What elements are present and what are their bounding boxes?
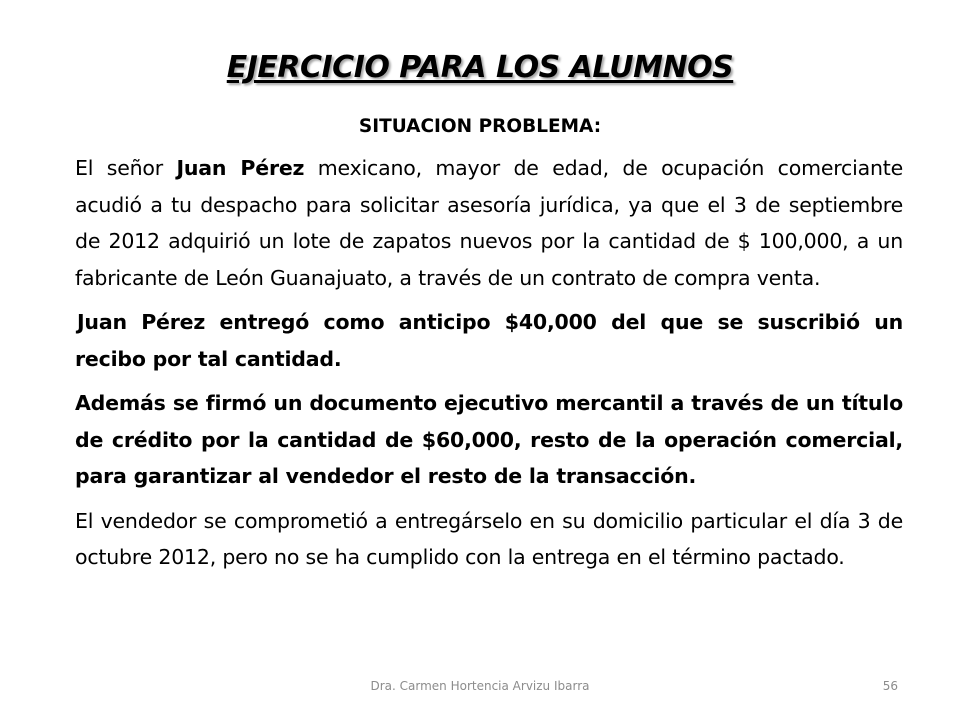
paragraph-4: El vendedor se comprometió a entregárselo en su domicilio particular el día 3 de octubre 2012, pero no se ha cumplido con la entrega en el término pactado. [75,508,903,569]
paragraph-3: Además se firmó un documento ejecutivo mercantil a través de un título de crédito por la cantidad de $60,000, resto de la operación comercial, para garantizar al vendedor el resto de la transacción. [75,391,903,488]
paragraph-1 [75,150,903,296]
slide-title: EJERCICIO PARA LOS ALUMNOS [226,50,734,85]
paragraph-1-before: El señor [75,156,177,180]
paragraph-2: Juan Pérez entregó como anticipo $40,000 del que se suscribió un recibo por tal cantidad. [75,310,903,371]
footer-author: Dra. Carmen Hortencia Arvizu Ibarra [370,679,590,693]
paragraph-1-name: Juan Pérez [176,156,305,180]
footer-page-number: 56 [882,679,898,693]
slide-body [75,150,903,584]
paragraph-1-after: mexicano, mayor de edad, de ocupación comerciante acudió a tu despacho para solicitar asesoría jurídica, ya que el 3 de septiembre de 2012 adquirió un lote de zapatos nuevos por la cantidad de $ 100,000, a un fabricante de León Guanajuato, a través de un contrato de compra venta. [75,156,903,290]
slide-subtitle: SITUACION PROBLEMA: [358,116,602,137]
